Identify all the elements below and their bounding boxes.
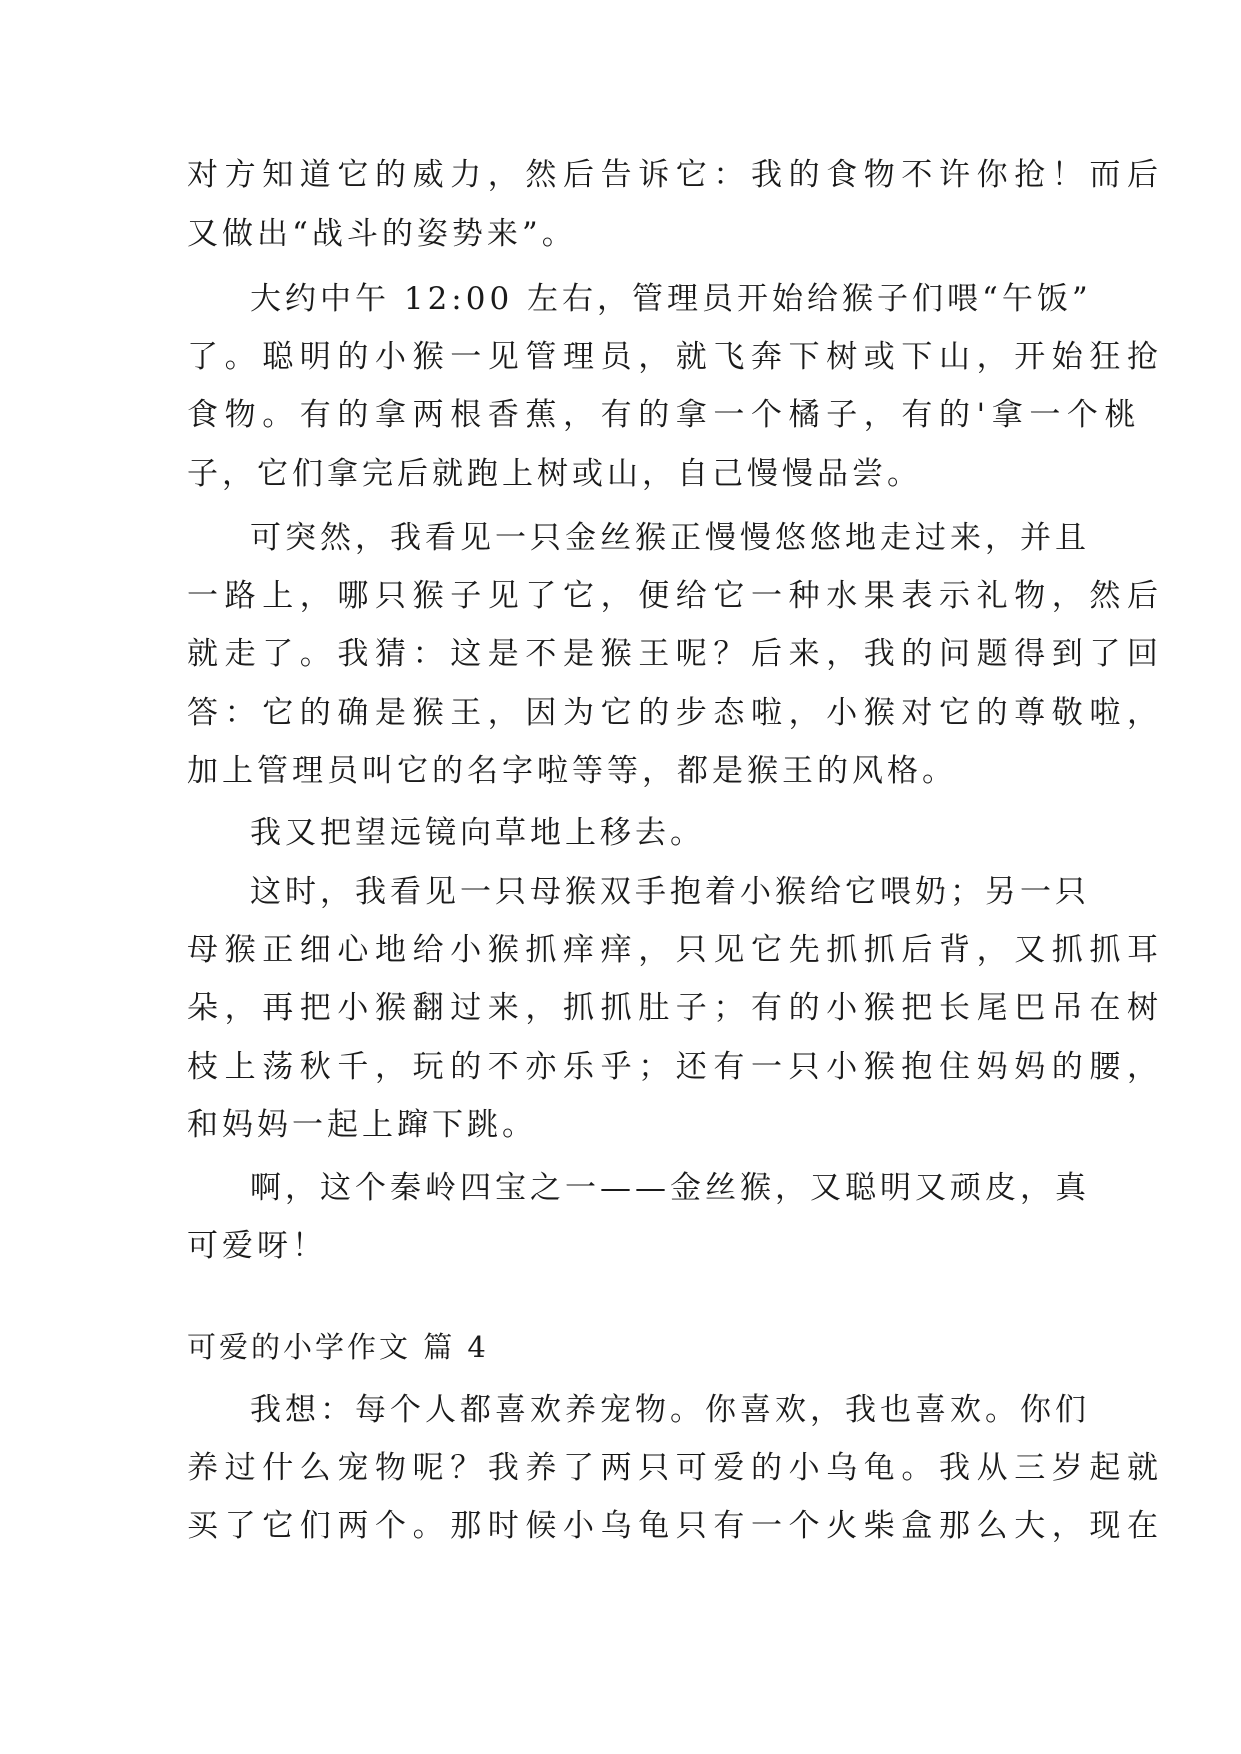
text-line: 一路上，哪只猴子见了它，便给它一种水果表示礼物，然后 [187,578,1165,614]
text-line: 加上管理员叫它的名字啦等等，都是猴王的风格。 [187,753,957,789]
text-line: 可爱呀！ [187,1228,327,1264]
text-line: 枝上荡秋千，玩的不亦乐乎；还有一只小猴抱住妈妈的腰， [187,1049,1165,1085]
text-line: 养过什么宠物呢？我养了两只可爱的小乌龟。我从三岁起就 [187,1450,1165,1486]
text-line: 子，它们拿完后就跑上树或山，自己慢慢品尝。 [187,456,922,492]
text-line: 食物。有的拿两根香蕉，有的拿一个橘子，有的'拿一个桃 [187,397,1143,433]
text-line: 对方知道它的威力，然后告诉它：我的食物不许你抢！而后 [187,157,1165,193]
text-line: 这时，我看见一只母猴双手抱着小猴给它喂奶；另一只 [250,874,1090,910]
text-line: 就走了。我猜：这是不是猴王呢？后来，我的问题得到了回 [187,636,1165,672]
text-line: 母猴正细心地给小猴抓痒痒，只见它先抓抓后背，又抓抓耳 [187,932,1165,968]
text-line: 大约中午 12:00 左右，管理员开始给猴子们喂“午饭” [250,281,1092,317]
text-line: 了。聪明的小猴一见管理员，就飞奔下树或下山，开始狂抢 [187,339,1165,375]
text-line: 买了它们两个。那时候小乌龟只有一个火柴盒那么大，现在 [187,1508,1165,1544]
text-line: 答：它的确是猴王，因为它的步态啦，小猴对它的尊敬啦， [187,695,1165,731]
section-heading: 可爱的小学作文 篇 4 [187,1330,489,1364]
text-line: 和妈妈一起上蹿下跳。 [187,1107,537,1143]
text-line: 可突然，我看见一只金丝猴正慢慢悠悠地走过来，并且 [250,520,1090,556]
text-line: 我又把望远镜向草地上移去。 [250,815,705,851]
text-line: 啊，这个秦岭四宝之一——金丝猴，又聪明又顽皮，真 [250,1170,1090,1206]
text-line: 朵，再把小猴翻过来，抓抓肚子；有的小猴把长尾巴吊在树 [187,990,1165,1026]
text-line: 我想：每个人都喜欢养宠物。你喜欢，我也喜欢。你们 [250,1392,1090,1428]
text-line: 又做出“战斗的姿势来”。 [187,216,577,252]
